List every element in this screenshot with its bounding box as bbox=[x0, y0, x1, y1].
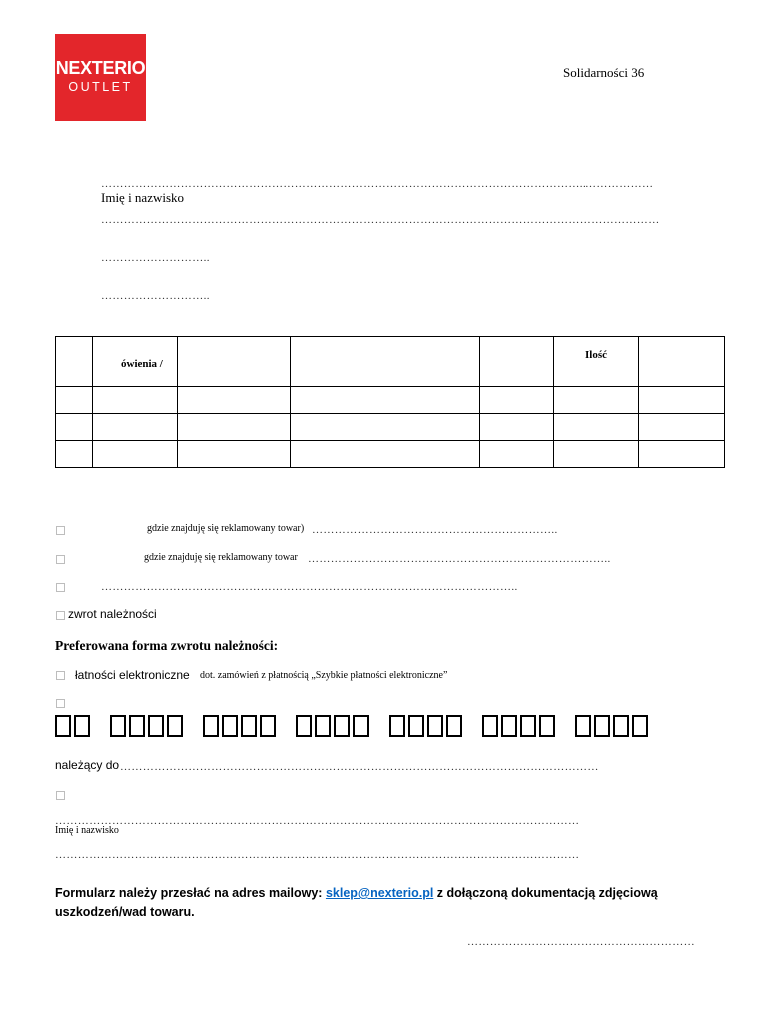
digit-box[interactable] bbox=[110, 715, 126, 737]
digit-box[interactable] bbox=[408, 715, 424, 737]
table-cell[interactable] bbox=[178, 414, 291, 441]
email-link[interactable]: sklep@nexterio.pl bbox=[325, 886, 434, 900]
table-cell bbox=[291, 337, 480, 387]
other-checkbox[interactable] bbox=[56, 791, 65, 800]
digit-box[interactable] bbox=[334, 715, 350, 737]
submission-instructions bbox=[55, 884, 675, 922]
table-header-quantity-label: Ilość bbox=[585, 349, 607, 361]
table-cell bbox=[178, 337, 291, 387]
contact-dots-2[interactable]: ……………………….. bbox=[101, 290, 210, 302]
account-number-boxes[interactable] bbox=[55, 715, 651, 741]
table-cell[interactable] bbox=[639, 414, 725, 441]
table-cell[interactable] bbox=[480, 414, 554, 441]
table-cell[interactable] bbox=[93, 441, 178, 468]
epay-note: dot. zamówień z płatnością „Szybkie płatności elektroniczne” bbox=[200, 670, 448, 681]
date-signature-dots[interactable]: …………………………………………………… bbox=[467, 936, 695, 948]
table-cell[interactable] bbox=[93, 414, 178, 441]
address-dots[interactable]: ………………………………………………………………………………………………………………………………… bbox=[101, 214, 660, 226]
table-cell[interactable] bbox=[56, 387, 93, 414]
digit-box[interactable] bbox=[353, 715, 369, 737]
table-cell bbox=[639, 337, 725, 387]
refund-heading: Preferowana forma zwrotu należności: bbox=[55, 638, 279, 653]
digit-box[interactable] bbox=[501, 715, 517, 737]
contact-dots-1[interactable]: ……………………….. bbox=[101, 252, 210, 264]
digit-box[interactable] bbox=[594, 715, 610, 737]
option4-text: zwrot należności bbox=[68, 607, 157, 621]
digit-box[interactable] bbox=[167, 715, 183, 737]
table-cell[interactable] bbox=[480, 441, 554, 468]
nexterio-outlet-logo bbox=[55, 34, 146, 121]
signature-name-label: Imię i nazwisko bbox=[55, 825, 119, 836]
digit-box[interactable] bbox=[427, 715, 443, 737]
account-owner-label: należący do bbox=[55, 758, 120, 772]
digit-box[interactable] bbox=[315, 715, 331, 737]
table-cell[interactable] bbox=[554, 414, 639, 441]
digit-box[interactable] bbox=[446, 715, 462, 737]
logo-line1: NEXTERIO bbox=[55, 58, 146, 78]
table-cell[interactable] bbox=[291, 441, 480, 468]
account-owner-dots[interactable]: ……………………………………………………………………………………………………………… bbox=[120, 761, 599, 773]
option3-dots[interactable]: ……………………………………………………………………………………………….. bbox=[101, 581, 518, 593]
digit-box[interactable] bbox=[129, 715, 145, 737]
table-cell[interactable] bbox=[291, 387, 480, 414]
table-header-quantity bbox=[554, 337, 639, 387]
option2-checkbox[interactable] bbox=[56, 555, 65, 564]
digit-box[interactable] bbox=[613, 715, 629, 737]
digit-box[interactable] bbox=[74, 715, 90, 737]
option3-checkbox[interactable] bbox=[56, 583, 65, 592]
table-cell[interactable] bbox=[554, 441, 639, 468]
option4-checkbox[interactable] bbox=[56, 611, 65, 620]
table-cell[interactable] bbox=[291, 414, 480, 441]
table-cell bbox=[480, 337, 554, 387]
table-row bbox=[56, 387, 725, 414]
footer-text-after: z dołączoną dokumentacją zdjęciową uszkodzeń/wad towaru. bbox=[55, 886, 658, 919]
option1-text: gdzie znajduję się reklamowany towar) bbox=[147, 523, 305, 534]
signature-dots[interactable]: ………………………………………………………………………………………………………………………… bbox=[55, 849, 580, 861]
digit-box[interactable] bbox=[520, 715, 536, 737]
name-dots-extra[interactable]: ……………… bbox=[585, 178, 654, 190]
table-cell[interactable] bbox=[178, 441, 291, 468]
digit-box[interactable] bbox=[296, 715, 312, 737]
table-header-order bbox=[93, 337, 178, 387]
footer-text-before: Formularz należy przesłać na adres mailowy: bbox=[55, 886, 326, 900]
signature-name-dots[interactable]: ………………………………………………………………………………………………………………………… bbox=[55, 815, 580, 827]
digit-box[interactable] bbox=[55, 715, 71, 737]
table-row bbox=[56, 441, 725, 468]
table-header-order-label: ówienia / bbox=[121, 357, 163, 370]
table-cell[interactable] bbox=[639, 441, 725, 468]
digit-box[interactable] bbox=[203, 715, 219, 737]
digit-box[interactable] bbox=[241, 715, 257, 737]
option2-text: gdzie znajduję się reklamowany towar bbox=[144, 552, 298, 563]
name-dots[interactable]: ……………………………………………………………………………………………………………….. bbox=[101, 178, 587, 190]
table-cell[interactable] bbox=[56, 414, 93, 441]
table-cell[interactable] bbox=[639, 387, 725, 414]
option2-dots[interactable]: …………………………………………………………………….. bbox=[308, 553, 611, 565]
epay-label: łatności elektroniczne bbox=[75, 668, 190, 682]
store-address: Solidarności 36 bbox=[563, 65, 645, 80]
table-cell[interactable] bbox=[178, 387, 291, 414]
table-header-row bbox=[56, 337, 725, 387]
digit-box[interactable] bbox=[222, 715, 238, 737]
table-cell[interactable] bbox=[480, 387, 554, 414]
product-table bbox=[55, 336, 725, 468]
epay-checkbox[interactable] bbox=[56, 671, 65, 680]
table-cell bbox=[56, 337, 93, 387]
table-cell[interactable] bbox=[56, 441, 93, 468]
digit-box[interactable] bbox=[389, 715, 405, 737]
option1-checkbox[interactable] bbox=[56, 526, 65, 535]
digit-box[interactable] bbox=[539, 715, 555, 737]
table-row bbox=[56, 414, 725, 441]
digit-box[interactable] bbox=[575, 715, 591, 737]
digit-box[interactable] bbox=[632, 715, 648, 737]
digit-box[interactable] bbox=[482, 715, 498, 737]
digit-box[interactable] bbox=[148, 715, 164, 737]
logo-line2: OUTLET bbox=[68, 80, 133, 94]
bank-transfer-checkbox[interactable] bbox=[56, 699, 65, 708]
digit-box[interactable] bbox=[260, 715, 276, 737]
option1-dots[interactable]: ……………………………………………………….. bbox=[312, 524, 558, 536]
table-cell[interactable] bbox=[554, 387, 639, 414]
table-cell[interactable] bbox=[93, 387, 178, 414]
name-label: Imię i nazwisko bbox=[101, 190, 185, 205]
